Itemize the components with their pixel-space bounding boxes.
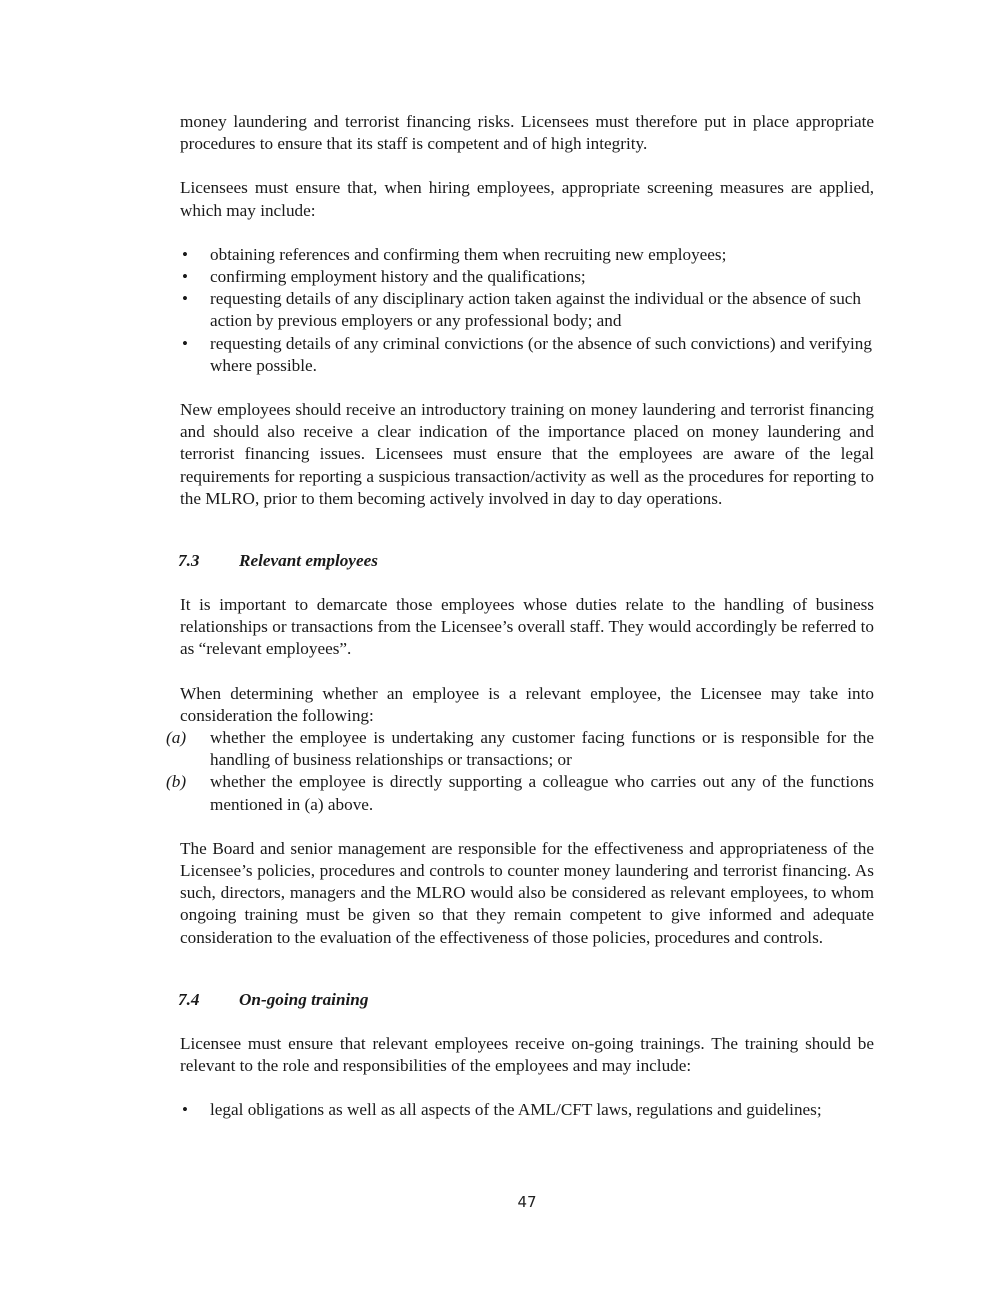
ongoing-training-paragraph: Licensee must ensure that relevant employees receive on-going trainings. The training should be relevant to the role and responsibilities of the employees and may include: bbox=[180, 1033, 874, 1076]
list-item-marker: (b) bbox=[166, 772, 187, 792]
screening-bullet-list bbox=[180, 244, 874, 377]
list-item: • legal obligations as well as all aspects of the AML/CFT laws, regulations and guidelines; bbox=[180, 1099, 874, 1121]
new-employees-paragraph: New employees should receive an introductory training on money laundering and terrorist financing and should also receive a clear indication of the importance placed on money laundering and terrorist financing issues. Licensees must ensure that the employees are aware of the legal requirements for reporting a suspicious transaction/activity as well as the procedures for reporting to the MLRO, prior to them becoming actively involved in day to day operations. bbox=[180, 400, 874, 508]
screening-paragraph: Licensees must ensure that, when hiring employees, appropriate screening measures are applied, which may include: bbox=[180, 178, 874, 220]
list-item-text: whether the employee is directly supporting a colleague who carries out any of the functions mentioned in (a) above. bbox=[210, 772, 874, 814]
relevant-employees-paragraph-2: When determining whether an employee is a relevant employee, the Licensee may take into consideration the following: bbox=[180, 683, 874, 725]
list-item-text: whether the employee is undertaking any customer facing functions or is responsible for the handling of business relationships or transactions; or bbox=[210, 728, 874, 770]
list-item: • confirming employment history and the qualifications; bbox=[180, 266, 874, 288]
list-item-marker: (a) bbox=[166, 728, 187, 748]
list-item: • requesting details of any disciplinary action taken against the individual or the absence of such action by previous employers or any professional body; and bbox=[180, 288, 874, 332]
relevant-employees-paragraph-1: It is important to demarcate those employees whose duties relate to the handling of business relationships or transactions from the Licensee’s overall staff. They would accordingly be referred to as “relevant employees”. bbox=[180, 595, 874, 659]
list-item bbox=[166, 771, 874, 815]
ongoing-training-bullet-list bbox=[180, 1099, 874, 1121]
section-title: On-going training bbox=[239, 989, 369, 1009]
list-item: • obtaining references and confirming them when recruiting new employees; bbox=[180, 244, 874, 266]
section-title: Relevant employees bbox=[239, 551, 378, 571]
list-item bbox=[166, 727, 874, 771]
relevant-employees-paragraph-3: The Board and senior management are responsible for the effectiveness and appropriateness of the Licensee’s policies, procedures and controls to counter money laundering and terrorist financing. As such, directors, managers and the MLRO would also be considered as relevant employees, to whom ongoing training must be given so that they remain competent to give informed and adequate consideration to the evaluation of the effectiveness of those policies, procedures and controls. bbox=[180, 838, 874, 947]
section-heading-7-3 bbox=[180, 550, 874, 572]
list-item: • requesting details of any criminal convictions (or the absence of such convictions) and verifying where possible. bbox=[180, 333, 874, 377]
intro-paragraph: money laundering and terrorist financing risks. Licensees must therefore put in place appropriate procedures to ensure that its staff is competent and of high integrity. bbox=[180, 112, 874, 154]
document-page bbox=[166, 111, 874, 1122]
section-number: 7.3 bbox=[178, 551, 200, 571]
relevant-employee-criteria-list bbox=[166, 727, 874, 816]
section-number: 7.4 bbox=[178, 989, 200, 1009]
page-number: 47 bbox=[517, 1193, 537, 1211]
section-heading-7-4 bbox=[180, 989, 874, 1011]
